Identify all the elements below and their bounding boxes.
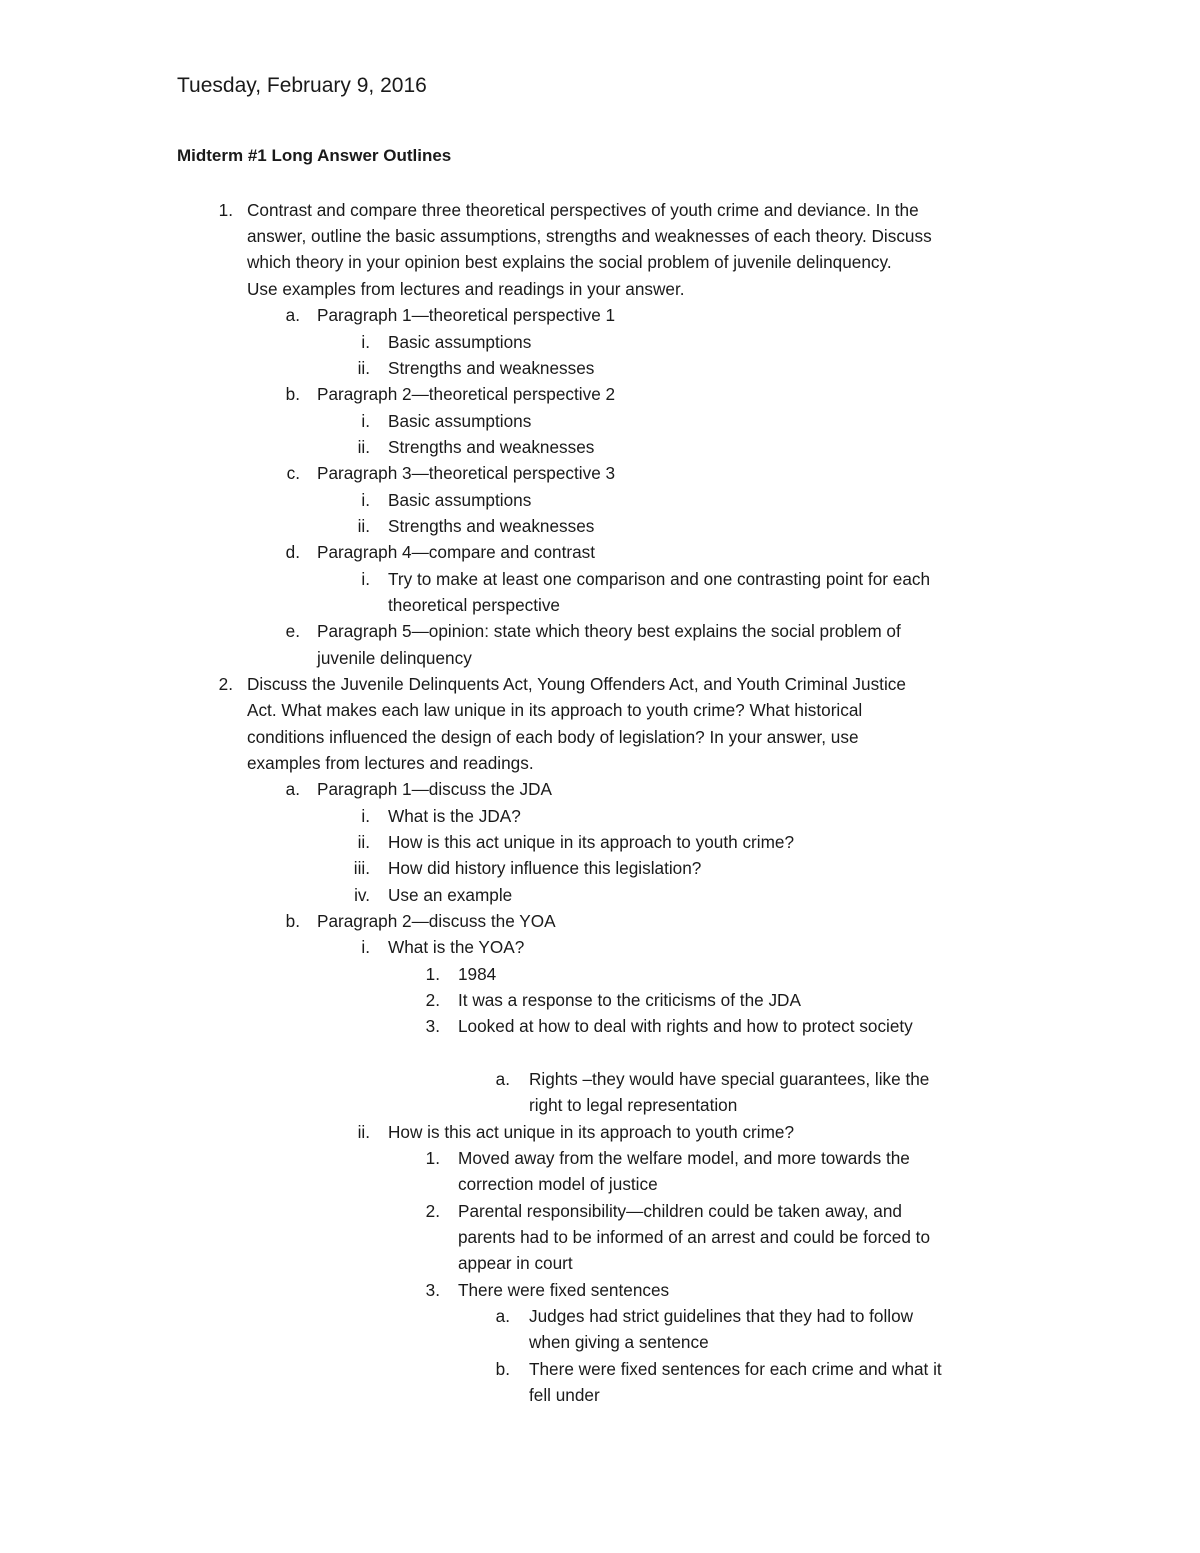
list-item: Paragraph 1—discuss the JDA xyxy=(317,779,553,799)
question-text-line: answer, outline the basic assumptions, strengths and weaknesses of each theory. Discuss xyxy=(247,226,932,246)
list-item: theoretical perspective xyxy=(388,595,560,615)
list-item: appear in court xyxy=(458,1253,573,1273)
list-number: 2. xyxy=(425,1201,440,1221)
list-item: parents had to be informed of an arrest and could be forced to xyxy=(458,1227,931,1247)
list-item: Strengths and weaknesses xyxy=(388,358,595,378)
question-text-line: Discuss the Juvenile Delinquents Act, Young Offenders Act, and Youth Criminal Justice xyxy=(247,674,906,694)
list-roman: ii. xyxy=(357,358,370,378)
list-item: Basic assumptions xyxy=(388,411,532,431)
list-item: right to legal representation xyxy=(529,1095,738,1115)
list-number: 3. xyxy=(425,1016,440,1036)
list-roman: ii. xyxy=(357,437,370,457)
list-number: 1. xyxy=(218,200,233,220)
list-roman: i. xyxy=(361,411,370,431)
list-item: Looked at how to deal with rights and how to protect society xyxy=(458,1016,913,1036)
list-roman: iii. xyxy=(353,858,370,878)
list-item: Paragraph 3—theoretical perspective 3 xyxy=(317,463,616,483)
question-text-line: examples from lectures and readings. xyxy=(247,753,534,773)
list-letter: a. xyxy=(495,1306,510,1326)
list-roman: i. xyxy=(361,332,370,352)
list-item: Paragraph 5—opinion: state which theory best explains the social problem of xyxy=(317,621,901,641)
list-item: Basic assumptions xyxy=(388,490,532,510)
list-letter: d. xyxy=(285,542,300,562)
list-item: Strengths and weaknesses xyxy=(388,516,595,536)
list-item: It was a response to the criticisms of the JDA xyxy=(458,990,801,1010)
list-number: 1. xyxy=(425,964,440,984)
list-item: Paragraph 2—theoretical perspective 2 xyxy=(317,384,616,404)
list-item: There were fixed sentences xyxy=(458,1280,670,1300)
list-item: Rights –they would have special guarantees, like the xyxy=(529,1069,930,1089)
list-item: How is this act unique in its approach to youth crime? xyxy=(388,1122,795,1142)
list-item: Strengths and weaknesses xyxy=(388,437,595,457)
document-date: Tuesday, February 9, 2016 xyxy=(177,74,427,97)
list-item: Basic assumptions xyxy=(388,332,532,352)
list-item: Parental responsibility—children could be taken away, and xyxy=(458,1201,902,1221)
list-item: What is the YOA? xyxy=(388,937,525,957)
list-letter: b. xyxy=(285,384,300,404)
list-roman: i. xyxy=(361,569,370,589)
list-item: How is this act unique in its approach to youth crime? xyxy=(388,832,795,852)
list-letter: a. xyxy=(285,305,300,325)
list-item: Use an example xyxy=(388,885,513,905)
list-roman: i. xyxy=(361,806,370,826)
list-letter: b. xyxy=(495,1359,510,1379)
list-number: 2. xyxy=(425,990,440,1010)
list-letter: b. xyxy=(285,911,300,931)
list-number: 1. xyxy=(425,1148,440,1168)
question-text-line: which theory in your opinion best explains the social problem of juvenile delinquency. xyxy=(247,252,892,272)
list-item: Paragraph 4—compare and contrast xyxy=(317,542,596,562)
list-item: Paragraph 2—discuss the YOA xyxy=(317,911,556,931)
list-item: Try to make at least one comparison and one contrasting point for each xyxy=(388,569,931,589)
question-text-line: Act. What makes each law unique in its approach to youth crime? What historical xyxy=(247,700,863,720)
list-roman: iv. xyxy=(354,885,370,905)
question-text-line: Use examples from lectures and readings in your answer. xyxy=(247,279,685,299)
list-roman: i. xyxy=(361,490,370,510)
list-letter: c. xyxy=(286,463,300,483)
question-text-line: conditions influenced the design of each body of legislation? In your answer, use xyxy=(247,727,859,747)
list-roman: ii. xyxy=(357,1122,370,1142)
list-letter: e. xyxy=(285,621,300,641)
list-letter: a. xyxy=(495,1069,510,1089)
list-item: Moved away from the welfare model, and more towards the xyxy=(458,1148,910,1168)
list-letter: a. xyxy=(285,779,300,799)
list-item: correction model of justice xyxy=(458,1174,658,1194)
list-roman: ii. xyxy=(357,832,370,852)
list-item: There were fixed sentences for each crime and what it xyxy=(529,1359,942,1379)
list-item: What is the JDA? xyxy=(388,806,521,826)
list-item: when giving a sentence xyxy=(529,1332,709,1352)
document-title: Midterm #1 Long Answer Outlines xyxy=(177,146,452,165)
list-item: 1984 xyxy=(458,964,497,984)
list-item: Judges had strict guidelines that they had to follow xyxy=(529,1306,914,1326)
list-item: juvenile delinquency xyxy=(317,648,472,668)
list-item: fell under xyxy=(529,1385,600,1405)
list-roman: i. xyxy=(361,937,370,957)
list-item: Paragraph 1—theoretical perspective 1 xyxy=(317,305,616,325)
list-item: How did history influence this legislation? xyxy=(388,858,702,878)
question-text-line: Contrast and compare three theoretical perspectives of youth crime and deviance. In the xyxy=(247,200,919,220)
list-roman: ii. xyxy=(357,516,370,536)
list-number: 3. xyxy=(425,1280,440,1300)
list-number: 2. xyxy=(218,674,233,694)
